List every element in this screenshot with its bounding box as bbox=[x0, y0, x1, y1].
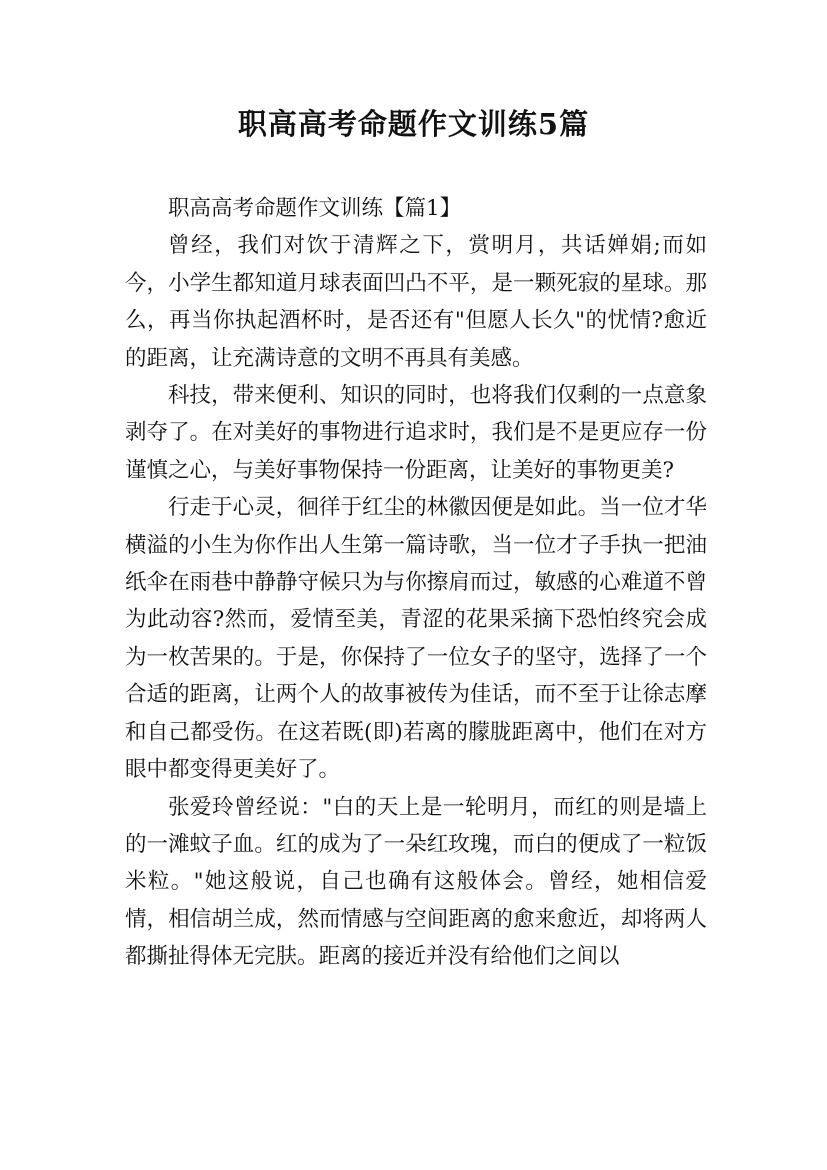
paragraph: 科技，带来便利、知识的同时，也将我们仅剩的一点意象剥夺了。在对美好的事物进行追求时，我们是不是更应存一份谨慎之心，与美好事物保持一份距离，让美好的事物更美? bbox=[125, 383, 707, 483]
paragraph: 张爱玲曾经说："白的天上是一轮明月，而红的则是墙上的一滩蚊子血。红的成为了一朵红玫瑰，而白的便成了一粒饭米粒。"她这般说，自己也确有这般体会。曾经，她相信爱情，相信胡兰成，然而情感与空间距离的愈来愈近，却将两人都撕扯得体无完肤。距离的接近并没有给他们之间以 bbox=[125, 794, 707, 970]
document-body bbox=[125, 190, 707, 976]
document-title: 职高高考命题作文训练5篇 bbox=[237, 107, 590, 141]
paragraph: 行走于心灵，徊徉于红尘的林徽因便是如此。当一位才华横溢的小生为你作出人生第一篇诗歌，当一位才子手执一把油纸伞在雨巷中静静守候只为与你擦肩而过，敏感的心难道不曾为此动容?然而，爱情至美，青涩的花果采摘下恐怕终究会成为一枚苦果的。于是，你保持了一位女子的坚守，选择了一个合适的距离，让两个人的故事被传为佳话，而不至于让徐志摩和自己都受伤。在这若既(即)若离的朦胧距离中，他们在对方眼中都变得更美好了。 bbox=[125, 495, 707, 783]
paragraph: 曾经，我们对饮于清辉之下，赏明月，共话婵娟;而如今，小学生都知道月球表面凹凸不平，是一颗死寂的星球。那么，再当你执起酒杯时，是否还有"但愿人长久"的忧情?愈近的距离，让充满诗意的文明不再具有美感。 bbox=[125, 233, 707, 371]
section-heading: 职高高考命题作文训练【篇1】 bbox=[168, 196, 462, 221]
